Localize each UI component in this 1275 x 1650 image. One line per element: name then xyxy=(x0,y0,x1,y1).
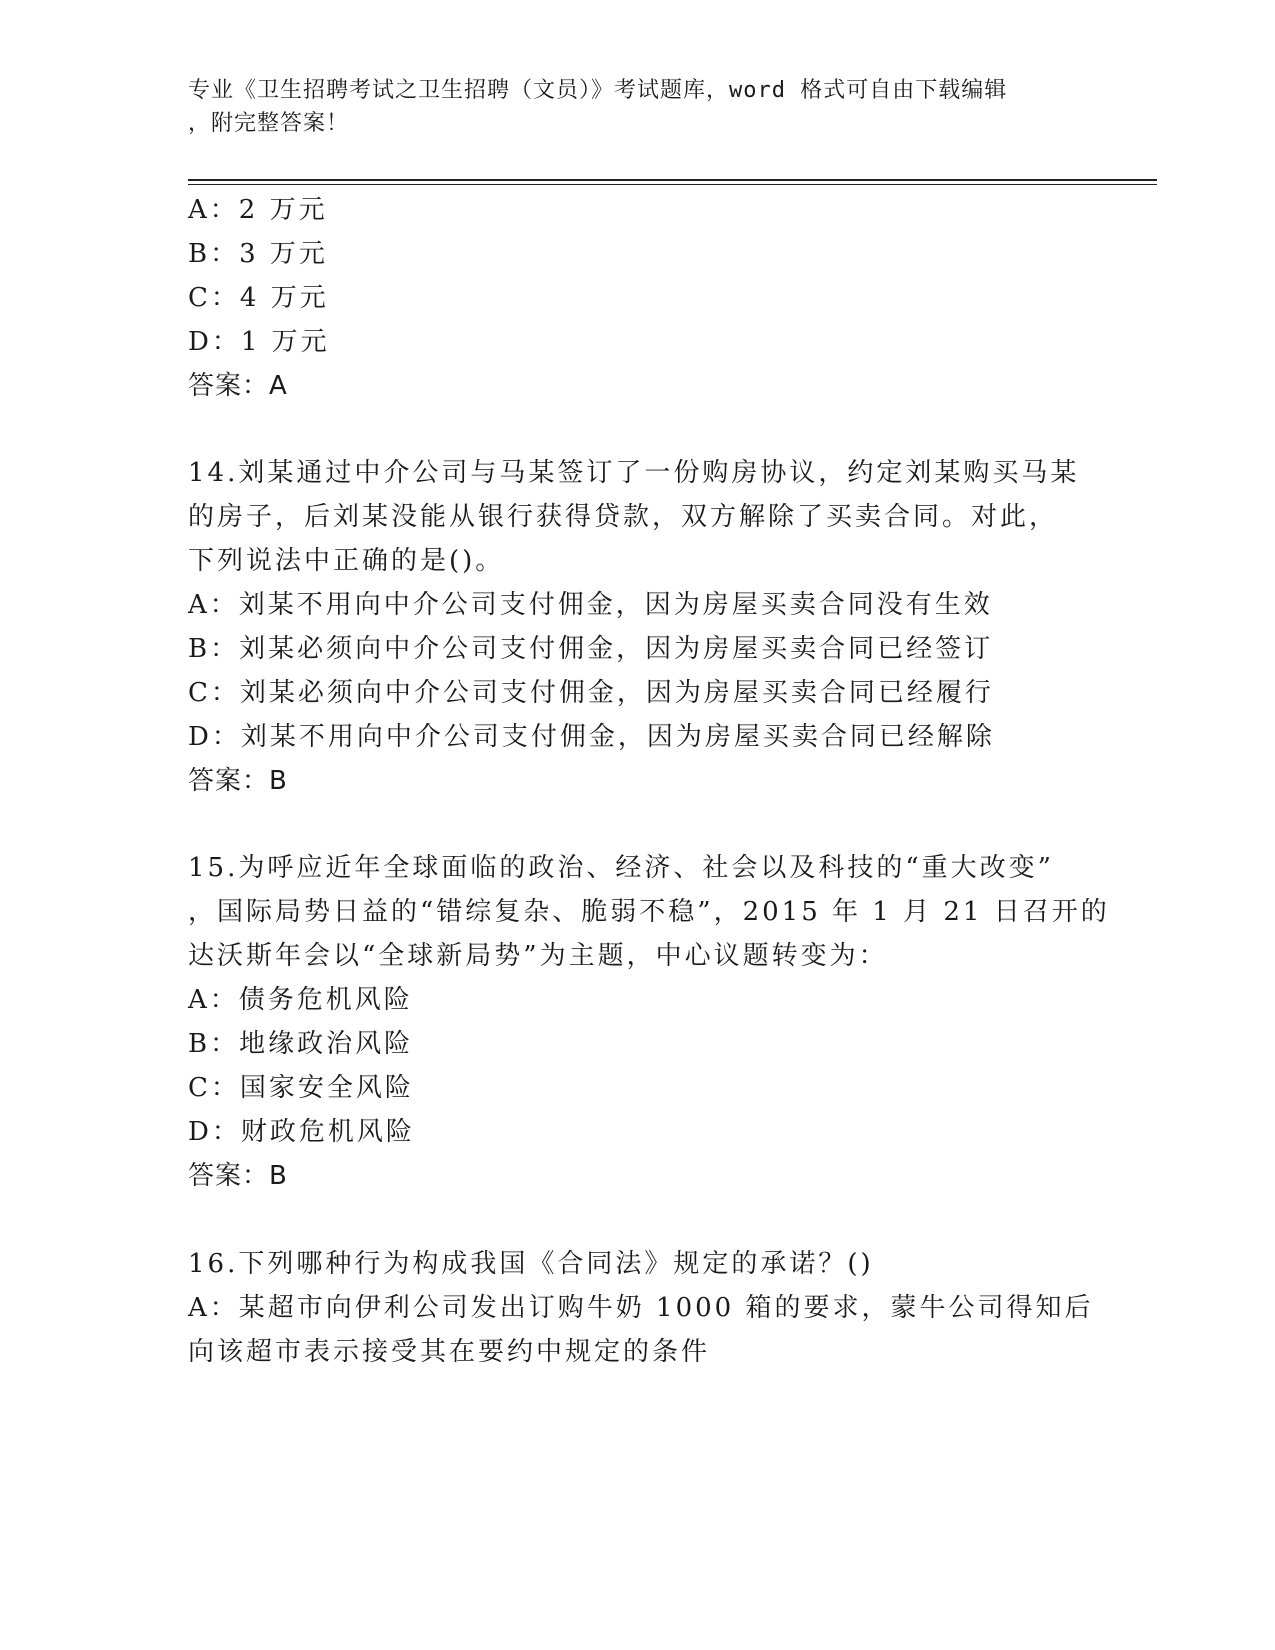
option-d: D：刘某不用向中介公司支付佣金，因为房屋买卖合同已经解除 xyxy=(188,722,995,752)
option-a: A：2 万元 xyxy=(188,195,328,225)
question-stem: 的房子，后刘某没能从银行获得贷款，双方解除了买卖合同。对此， xyxy=(188,502,1059,532)
question-stem: 14.刘某通过中介公司与马某签订了一份购房协议，约定刘某购买马某 xyxy=(188,458,1080,488)
question-stem: 15.为呼应近年全球面临的政治、经济、社会以及科技的“重大改变” xyxy=(188,853,1054,883)
option-b: B：刘某必须向中介公司支付佣金，因为房屋买卖合同已经签订 xyxy=(188,634,994,664)
option-b: B：地缘政治风险 xyxy=(188,1029,414,1059)
option-b: B：3 万元 xyxy=(188,239,328,269)
question-stem: 达沃斯年会以“全球新局势”为主题，中心议题转变为： xyxy=(188,941,888,971)
option-d: D：财政危机风险 xyxy=(188,1117,415,1147)
header-line: ，附完整答案！ xyxy=(188,111,350,136)
option-c: C：刘某必须向中介公司支付佣金，因为房屋买卖合同已经履行 xyxy=(188,678,994,708)
option-a-continued: 向该超市表示接受其在要约中规定的条件 xyxy=(188,1337,711,1367)
option-c: C：4 万元 xyxy=(188,283,329,313)
option-a: A：刘某不用向中介公司支付佣金，因为房屋买卖合同没有生效 xyxy=(188,590,993,620)
option-c: C：国家安全风险 xyxy=(188,1073,414,1103)
question-stem: ，国际局势日益的“错综复杂、脆弱不稳”，2015 年 1 月 21 日召开的 xyxy=(188,897,1110,927)
header-line: 专业《卫生招聘考试之卫生招聘（文员）》考试题库，word 格式可自由下载编辑 xyxy=(188,78,1008,103)
answer: 答案：B xyxy=(188,1161,288,1191)
question-stem: 下列说法中正确的是()。 xyxy=(188,546,505,576)
header-divider xyxy=(188,184,1157,185)
answer: 答案：B xyxy=(188,766,288,796)
answer: 答案：A xyxy=(188,371,288,401)
header-divider xyxy=(188,179,1157,181)
option-a: A：某超市向伊利公司发出订购牛奶 1000 箱的要求，蒙牛公司得知后 xyxy=(188,1293,1094,1323)
option-a: A：债务危机风险 xyxy=(188,985,413,1015)
option-d: D：1 万元 xyxy=(188,327,330,357)
question-stem: 16.下列哪种行为构成我国《合同法》规定的承诺？() xyxy=(188,1249,874,1279)
document-header xyxy=(188,74,1088,140)
